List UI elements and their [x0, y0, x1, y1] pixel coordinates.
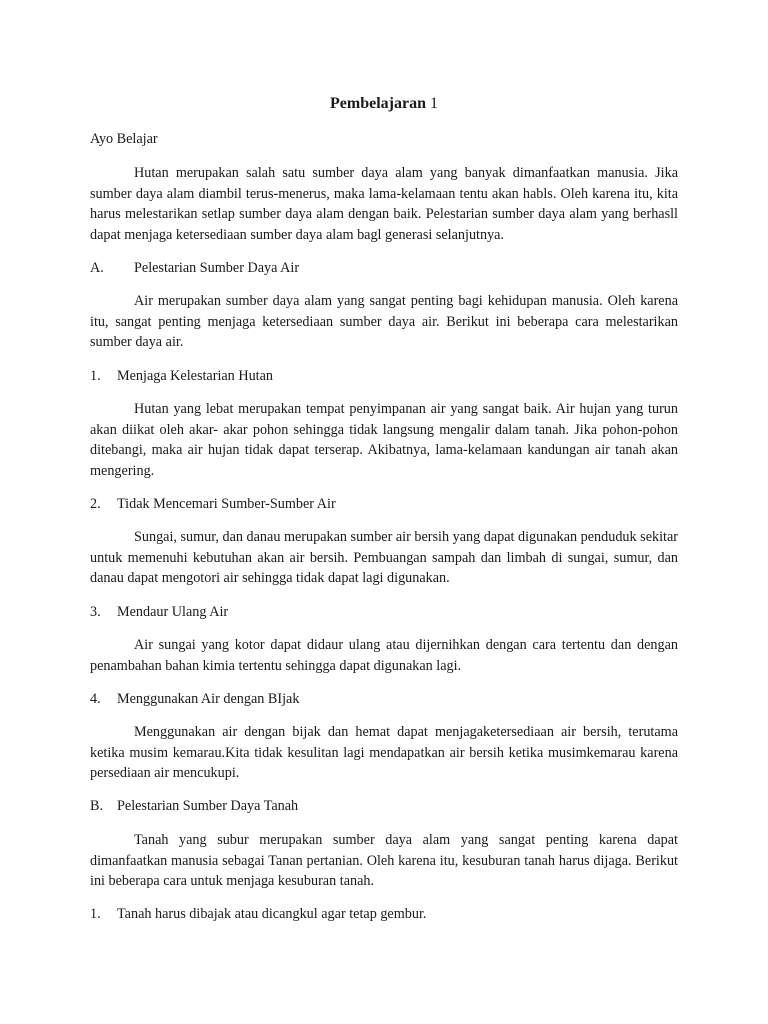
- intro-paragraph: Hutan merupakan salah satu sumber daya alam yang banyak dimanfaatkan manusia. Jika sumber daya alam diambil terus-menerus, maka lama-kelamaan tentu akan habls. Oleh karena itu, kita harus melestarikan setlap sumber daya alam dengan baik. Pelestarian sumber daya alam yang berhasll dapat menjaga ketersediaan sumber daya alam bagl generasi selanjutnya.: [90, 165, 678, 243]
- section-a-item-1-marker: 1.: [90, 368, 101, 384]
- section-a-item-3-title: Mendaur Ulang Air: [117, 604, 229, 620]
- section-b-heading: [90, 796, 678, 817]
- section-a-item-4-paragraph: Menggunakan air dengan bijak dan hemat dapat menjagaketersediaan air bersih, terutama ketika musim kemarau.Kita tidak kesulitan lagi mendapatkan air bersih ketika musimkemarau karena persediaan air mencukupi.: [90, 724, 678, 782]
- intro-label: Ayo Belajar: [90, 131, 158, 147]
- page-title-text: Pembelajaran: [330, 95, 426, 112]
- section-a-title: Pelestarian Sumber Daya Air: [134, 260, 300, 276]
- section-a-item-2-paragraph: Sungai, sumur, dan danau merupakan sumber air bersih yang dapat digunakan penduduk sekitar untuk memenuhi kebutuhan akan air bersih. Pembuangan sampah dan limbah di sungai, sumur, dan danau dapat mengotori air sehingga tidak dapat lagi digunakan.: [90, 529, 678, 587]
- section-b-item-1-title: Tanah harus dibajak atau dicangkul agar tetap gembur.: [117, 906, 427, 922]
- section-b-item-1-marker: 1.: [90, 906, 101, 922]
- section-a-item-1-title: Menjaga Kelestarian Hutan: [117, 368, 274, 384]
- section-a-item-1-heading: [90, 366, 678, 387]
- section-a-item-2-heading: [90, 494, 678, 515]
- page-title: [0, 94, 768, 114]
- page-title-number: 1: [429, 95, 438, 112]
- section-a-item-3-heading: [90, 602, 678, 623]
- section-a-item-4-marker: 4.: [90, 691, 101, 707]
- section-b-item-1-heading: [90, 904, 678, 925]
- section-a-item-1-paragraph: Hutan yang lebat merupakan tempat penyimpanan air yang sangat baik. Air hujan yang turun akan diikat oleh akar- akar pohon sehingga tidak langsung mengalir dalam tanah. Jika pohon-pohon ditebangi, maka air hujan tidak dapat terserap. Akibatnya, lama-kelamaan kandungan air tanah akan mengering.: [90, 401, 678, 479]
- section-b-title: Pelestarian Sumber Daya Tanah: [117, 798, 299, 814]
- section-a-heading: [90, 258, 678, 279]
- section-a-item-4-title: Menggunakan Air dengan BIjak: [117, 691, 300, 707]
- section-a-item-2-marker: 2.: [90, 496, 101, 512]
- section-a-item-3-marker: 3.: [90, 604, 101, 620]
- section-a-item-4-heading: [90, 689, 678, 710]
- section-b-marker: B.: [90, 798, 104, 814]
- section-b-paragraph: Tanah yang subur merupakan sumber daya alam yang sangat penting karena dapat dimanfaatkan manusia sebagai Tanan pertanian. Oleh karena itu, kesuburan tanah harus dijaga. Berikut ini beberapa cara untuk menjaga kesuburan tanah.: [90, 832, 678, 890]
- section-a-marker: A.: [90, 260, 104, 276]
- section-a-paragraph: Air merupakan sumber daya alam yang sangat penting bagi kehidupan manusia. Oleh karena itu, sangat penting menjaga ketersediaan sumber daya air. Berikut ini beberapa cara melestarikan sumber daya air.: [90, 293, 678, 351]
- section-a-item-2-title: Tidak Mencemari Sumber-Sumber Air: [117, 496, 336, 512]
- section-a-item-3-paragraph: Air sungai yang kotor dapat didaur ulang atau dijernihkan dengan cara tertentu dan dengan penambahan bahan kimia tertentu sehingga dapat digunakan lagi.: [90, 637, 678, 674]
